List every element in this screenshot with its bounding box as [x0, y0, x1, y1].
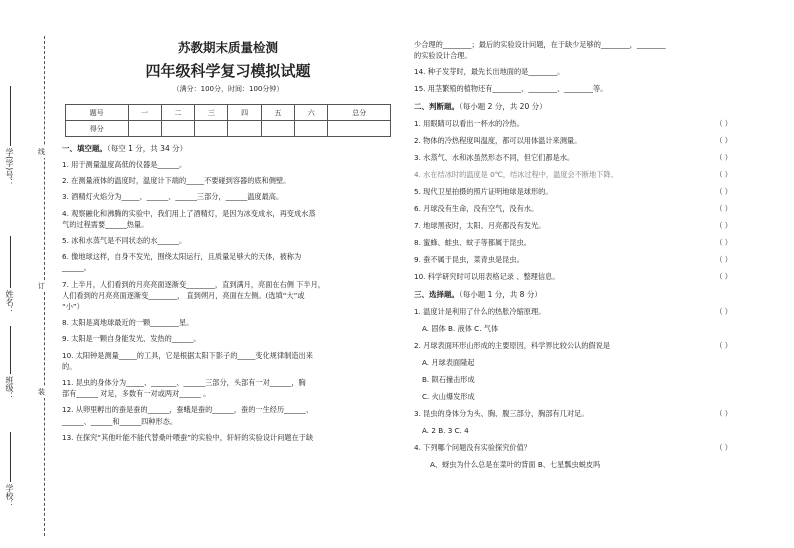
answer-paren[interactable]: （ ） — [715, 220, 732, 230]
score-table-header: 四 — [228, 105, 261, 121]
choice-question — [414, 340, 732, 351]
answer-paren[interactable]: （ ） — [715, 340, 732, 350]
class-label: 班级： — [5, 376, 14, 400]
school-blank — [10, 432, 12, 482]
fill-question: 5. 冰和水蒸气是不同状态的水______。 — [62, 236, 187, 246]
judge-question-text: 1. 用眼睛可以看出一杯水的冷热。 — [414, 118, 524, 128]
answer-paren[interactable]: （ ） — [715, 135, 732, 145]
judge-question-text: 7. 地球黑夜时，太阳、月亮都没有发光。 — [414, 220, 546, 230]
judge-question-text: 8. 蜜蜂、蛙虫、蚊子等都属于昆虫。 — [414, 237, 531, 247]
choice-question — [414, 408, 732, 419]
binding-margin — [5, 36, 56, 536]
student-id-label: 学(学)号： — [5, 148, 14, 187]
fill-question: 14. 种子发芽时，最先长出地面的是________。 — [414, 67, 565, 77]
section3-note: （每小题 1 分，共 8 分） — [459, 289, 542, 299]
fill-question: 4. 观察融化和沸腾的实验中，我们用上了酒精灯，是因为冰变成水，再变成水蒸 — [62, 208, 316, 218]
binding-mark-install: 装 — [38, 388, 45, 396]
score-table-header: 五 — [261, 105, 294, 121]
judge-question — [414, 220, 732, 231]
score-table-score-row — [66, 121, 391, 137]
judge-question — [414, 169, 732, 180]
choice-question-text: 1. 温度计是利用了什么的热胀冷缩原理。 — [414, 306, 546, 316]
judge-question — [414, 271, 732, 282]
choice-question-text: 3. 昆虫的身体分为头、胸、腹三部分，胸部有几对足。 — [414, 408, 589, 418]
choice-option: A. 月球表面隆起 — [422, 357, 475, 367]
score-cell[interactable] — [328, 121, 391, 137]
section1-heading — [62, 143, 394, 154]
fill-question-cont: 气的过程需要______热量。 — [62, 219, 149, 229]
judge-question-text: 9. 蚕不属于昆虫，菜青虫是昆虫。 — [414, 254, 524, 264]
name-blank — [10, 236, 12, 288]
judge-question-text: 3. 水蒸气、水和冰虽然形态不同，但它们都是水。 — [414, 152, 575, 162]
choice-option: B. 陨石撞击形成 — [422, 374, 475, 384]
fill-question: 10. 太阳钟是测量_____的工具，它是根据太阳下影子的_____变化规律制造出来 — [62, 350, 313, 360]
section2-title: 二、判断题。 — [414, 101, 459, 111]
exam-subtitle: 四年级科学复习模拟试题 — [145, 62, 311, 80]
left-column — [62, 36, 394, 443]
fill-question: 11. 昆虫的身体分为_____、_______、______三部分，头部有一对______，胸 — [62, 378, 306, 388]
answer-paren[interactable]: （ ） — [715, 271, 732, 281]
judge-question — [414, 186, 732, 197]
fill-question-cont: 的实验设计合理。 — [414, 51, 472, 61]
score-table — [65, 104, 391, 137]
fill-question: 1. 用于测量温度高低的仪器是______。 — [62, 160, 187, 169]
score-table-header: 三 — [195, 105, 228, 121]
choice-options: A、蚜虫为什么总是在菜叶的背面 B、七星瓢虫蜕皮吗 — [430, 459, 601, 469]
judge-question — [414, 254, 732, 265]
judge-question-text: 5. 现代卫星拍摄的照片证明地球是球形的。 — [414, 186, 553, 196]
fill-question-cont: “小”） — [62, 302, 84, 312]
fill-question: 13. 在探究“其他叶能不能代替桑叶喂蚕”的实验中，轩轩的实验设计问题在于缺 — [62, 432, 314, 442]
exam-title: 苏教期末质量检测 — [177, 40, 278, 55]
class-blank — [10, 326, 12, 374]
fill-question-cont: 的。 — [62, 361, 77, 371]
fill-question: 15. 用茎繁殖的植物还有________、________、________等。 — [414, 83, 608, 93]
judge-question-text: 2. 物体的冷热程度叫温度，都可以用体温计来测量。 — [414, 135, 582, 145]
name-label: 姓名： — [5, 290, 14, 314]
fill-question-cont: ______。 — [62, 263, 91, 273]
answer-paren[interactable]: （ ） — [715, 408, 732, 418]
answer-paren[interactable]: （ ） — [715, 152, 732, 162]
binding-mark-bind: 订 — [38, 282, 45, 290]
right-column — [414, 36, 732, 470]
section3-title: 三、选择题。 — [414, 289, 459, 299]
choice-options: A. 固体 B. 液体 C. 气体 — [422, 323, 499, 333]
judge-question-text: 6. 月球没有生命，没有空气，没有水。 — [414, 203, 539, 213]
score-cell[interactable] — [295, 121, 328, 137]
answer-paren[interactable]: （ ） — [715, 442, 732, 452]
choice-options: A. 2 B. 3 C. 4 — [422, 425, 469, 435]
score-table-header-row — [66, 105, 391, 121]
fill-question: 6. 像地球这样，自身不发光，围绕太阳运行，且质量足够大的天体，被称为 — [62, 252, 302, 262]
fill-question: 9. 太阳是一颗自身能发光、发热的______。 — [62, 334, 201, 344]
judge-question — [414, 237, 732, 248]
answer-paren[interactable]: （ ） — [715, 203, 732, 213]
judge-question — [414, 203, 732, 214]
score-row-label: 得分 — [66, 121, 129, 137]
answer-paren[interactable]: （ ） — [715, 237, 732, 247]
section3-heading — [414, 289, 732, 300]
choice-question-text: 2. 月球表面环形山形成的主要原因，科学界比较公认的假说是 — [414, 340, 611, 350]
score-table-header: 一 — [128, 105, 161, 121]
judge-question — [414, 152, 732, 163]
choice-question — [414, 306, 732, 317]
fill-question: 7. 上半月，人们看到的月亮亮面逐渐变________，直到满月，亮面在右侧 下半月， — [62, 279, 325, 289]
score-cell[interactable] — [128, 121, 161, 137]
binding-mark-line: 线 — [38, 148, 45, 156]
score-cell[interactable] — [161, 121, 194, 137]
answer-paren[interactable]: （ ） — [715, 306, 732, 316]
choice-question — [414, 442, 732, 453]
judge-question — [414, 118, 732, 129]
fill-question-cont: 人们看到的月亮亮面逐渐变________， 直到朔月，亮面在左侧。(选填“大”或 — [62, 290, 305, 300]
fill-question-cont: ______、______和______四种形态。 — [62, 416, 178, 426]
fill-question: 3. 酒精灯火焰分为_____、______、______三部分，______温度最高。 — [62, 192, 284, 202]
score-table-header: 题号 — [66, 105, 129, 121]
score-table-header: 二 — [161, 105, 194, 121]
score-cell[interactable] — [195, 121, 228, 137]
school-label: 学校： — [5, 484, 14, 508]
fill-question-cont: 部有______ 对足，多数有一对或两对______ 。 — [62, 389, 211, 399]
judge-question-text: 4. 水在结冰时的温度是 0℃，结冰过程中，温度会不断地下降。 — [414, 169, 618, 179]
fill-question: 2. 在测量液体的温度时，温度计下端的_____不要碰到容器的底和侧壁。 — [62, 176, 291, 186]
fill-question-cont: 少合理的________；最后的实验设计问题，在于缺少足够的________，________ — [414, 40, 666, 49]
section1-title: 一、填空题。 — [62, 144, 107, 153]
judge-question-text: 10. 科学研究时可以用表格记录 、整理信息。 — [414, 271, 560, 281]
fill-question: 8. 太阳是离地球最近的一颗________星。 — [62, 318, 194, 328]
section2-note: （每小题 2 分，共 20 分） — [459, 101, 547, 111]
student-id-blank — [10, 86, 12, 146]
section2-heading — [414, 101, 732, 112]
answer-paren[interactable]: （ ） — [715, 169, 732, 179]
answer-paren[interactable]: （ ） — [715, 186, 732, 196]
answer-paren[interactable]: （ ） — [715, 254, 732, 264]
score-cell[interactable] — [261, 121, 294, 137]
score-table-header: 总分 — [328, 105, 391, 121]
score-cell[interactable] — [228, 121, 261, 137]
score-table-header: 六 — [295, 105, 328, 121]
fill-question: 12. 从卵里孵出的蚕是蚕的______，蚕蛾是蚕的______，蚕的一生经历______、 — [62, 405, 313, 415]
exam-info: （满分：100分，时间：100分钟） — [172, 85, 284, 93]
section1-note: （每空 1 分，共 34 分） — [107, 144, 188, 153]
answer-paren[interactable]: （ ） — [715, 118, 732, 128]
judge-question — [414, 135, 732, 146]
choice-question-text: 4. 下列哪个问题没有实验探究价值？ — [414, 442, 531, 452]
choice-option: C. 火山爆发形成 — [422, 391, 475, 401]
